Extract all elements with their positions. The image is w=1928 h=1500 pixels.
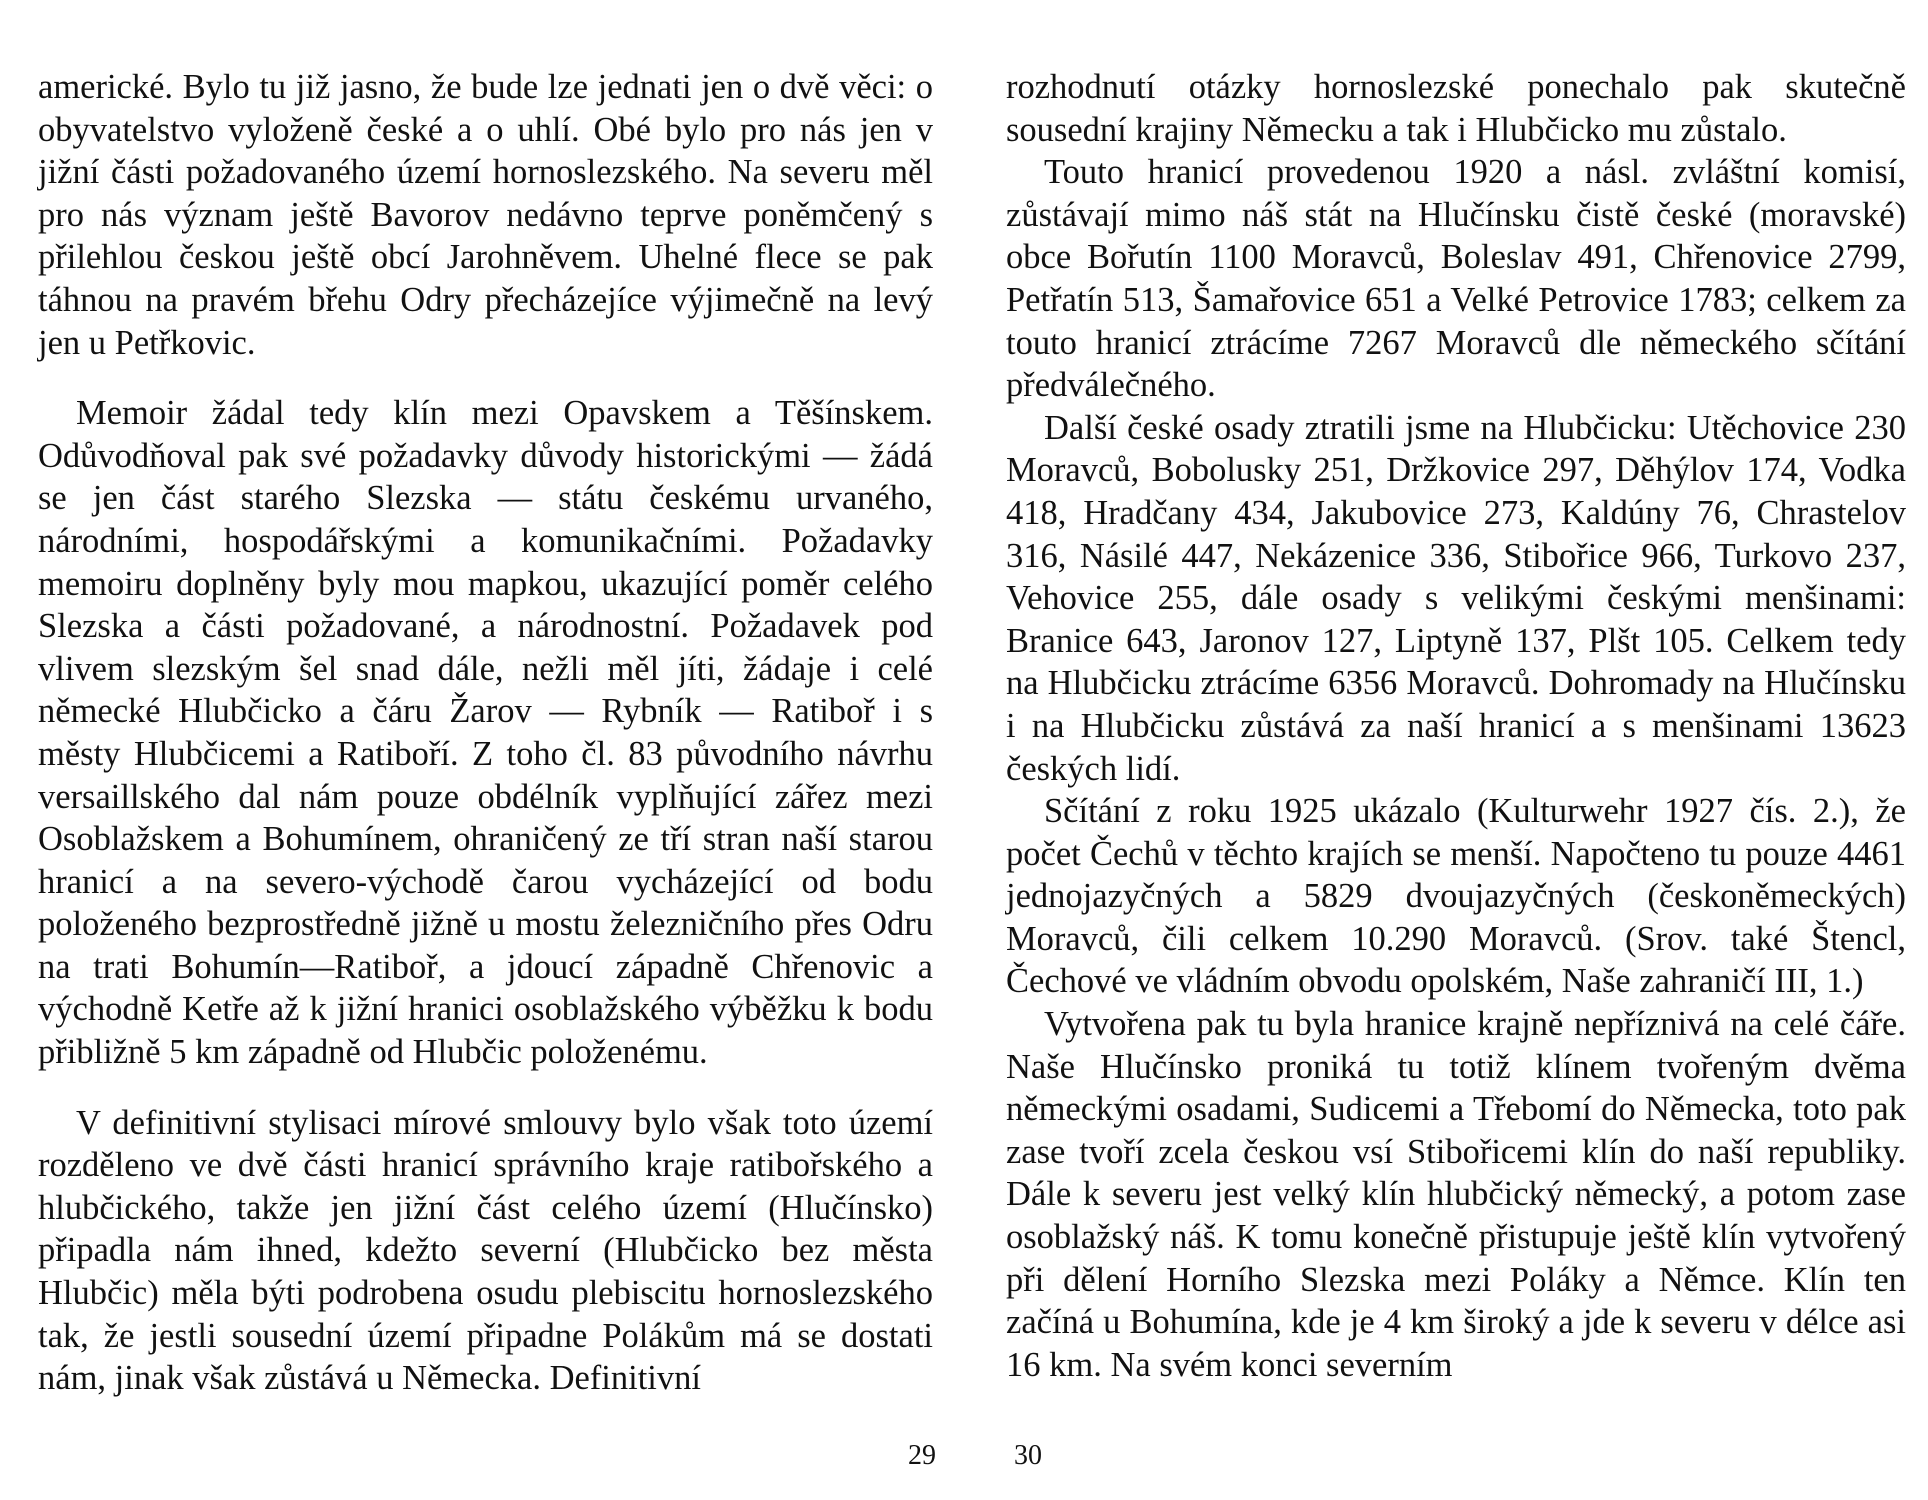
right-paragraph-5: Vytvořena pak tu byla hranice krajně nepříznivá na celé čáře. Naše Hlučínsko proniká tu totiž klínem tvořeným dvěma německými osadami, Sudicemi a Třebomí do Německa, toto pak zase tvoří zcela českou vsí Stibořicemi klín do naší republiky. Dále k severu jest velký klín hlubčický německý, a potom zase osoblažský náš. K tomu konečně přistupuje ještě klín vytvořený při dělení Horního Slezska mezi Poláky a Němce. Klín ten začíná u Bohumína, kde je 4 km široký a jde k severu v délce asi 16 km. Na svém konci severním (1006, 1005, 1906, 1384)
right-paragraph-1: rozhodnutí otázky hornoslezské ponechalo pak skutečně sousední krajiny Německu a tak i Hlubčicko mu zůstalo. (1006, 68, 1906, 149)
right-paragraph-4: Sčítání z roku 1925 ukázalo (Kulturwehr 1927 čís. 2.), že počet Čechů v těchto krajích se menší. Napočteno tu pouze 4461 jednojazyčných a 5829 dvoujazyčných (českoněmeckých) Moravců, čili celkem 10.290 Moravců. (Srov. také Štencl, Čechové ve vládním obvodu opolském, Naše zahraničí III, 1.) (1006, 792, 1906, 1001)
left-text-column (38, 66, 933, 1400)
right-page-number: 30 (1014, 1440, 1042, 1471)
left-paragraph-2: Memoir žádal tedy klín mezi Opavskem a Těšínskem. Odůvodňoval pak své požadavky důvody historickými — žádá se jen část starého Slezska — státu českému urvaného, národními, hospodářskými a komunikačními. Požadavky memoiru doplněny byly mou mapkou, ukazující poměr celého Slezska a části požadované, a národnostní. Požadavek pod vlivem slezským šel snad dále, nežli měl jíti, žádaje i celé německé Hlubčicko a čáru Žarov — Rybník — Ratiboř i s městy Hlubčicemi a Ratiboří. Z toho čl. 83 původního návrhu versaillského dal nám pouze obdélník vyplňující zářez mezi Osoblažskem a Bohumínem, ohraničený ze tří stran naší starou hranicí a na severo-východě čarou vycházející od bodu položeného bezprostředně jižně u mostu železničního přes Odru na trati Bohumín—Ratiboř, a jdoucí západně Chřenovic a východně Ketře až k jižní hranici osoblažského výběžku k bodu přibližně 5 km západně od Hlubčic položenému. (38, 394, 933, 1072)
right-page (964, 0, 1928, 1500)
right-text-column (1006, 66, 1906, 1386)
right-paragraph-3: Další české osady ztratili jsme na Hlubčicku: Utěchovice 230 Moravců, Bobolusky 251, Držkovice 297, Děhýlov 174, Vodka 418, Hradčany 434, Jakubovice 273, Kaldúny 76, Chrastelov 316, Násilé 447, Nekázenice 336, Stibořice 966, Turkovo 237, Vehovice 255, dále osady s velikými českými menšinami: Branice 643, Jaronov 127, Liptyně 137, Plšt 105. Celkem tedy na Hlubčicku ztrácíme 6356 Moravců. Dohromady na Hlučínsku i na Hlubčicku zůstává za naší hranicí a s menšinami 13623 českých lidí. (1006, 408, 1906, 788)
right-paragraph-2: Touto hranicí provedenou 1920 a násl. zvláštní komisí, zůstávají mimo náš stát na Hlučínsku čistě české (moravské) obce Bořutín 1100 Moravců, Boleslav 491, Chřenovice 2799, Petřatín 513, Šamařovice 651 a Velké Petrovice 1783; celkem za touto hranicí ztrácíme 7267 Moravců dle německého sčítání předválečného. (1006, 153, 1906, 405)
left-paragraph-1: americké. Bylo tu již jasno, že bude lze jednati jen o dvě věci: o obyvatelstvo vyloženě české a o uhlí. Obé bylo pro nás jen v jižní části požadovaného území hornoslezského. Na severu měl pro nás význam ještě Bavorov nedávno teprve poněmčený s přilehlou českou ještě obcí Jarohněvem. Uhelné flece se pak táhnou na pravém břehu Odry přecházejíce výjimečně na levý jen u Petřkovic. (38, 68, 933, 362)
left-paragraph-3: V definitivní stylisaci mírové smlouvy bylo však toto území rozděleno ve dvě části hranicí správního kraje ratibořského a hlubčického, takže jen jižní část celého území (Hlučínsko) připadla nám ihned, kdežto severní (Hlubčicko bez města Hlubčic) měla býti podrobena osudu plebiscitu hornoslezského tak, že jestli sousední území připadne Polákům má se dostati nám, jinak však zůstává u Německa. Definitivní (38, 1103, 933, 1398)
left-page-number: 29 (908, 1440, 936, 1471)
